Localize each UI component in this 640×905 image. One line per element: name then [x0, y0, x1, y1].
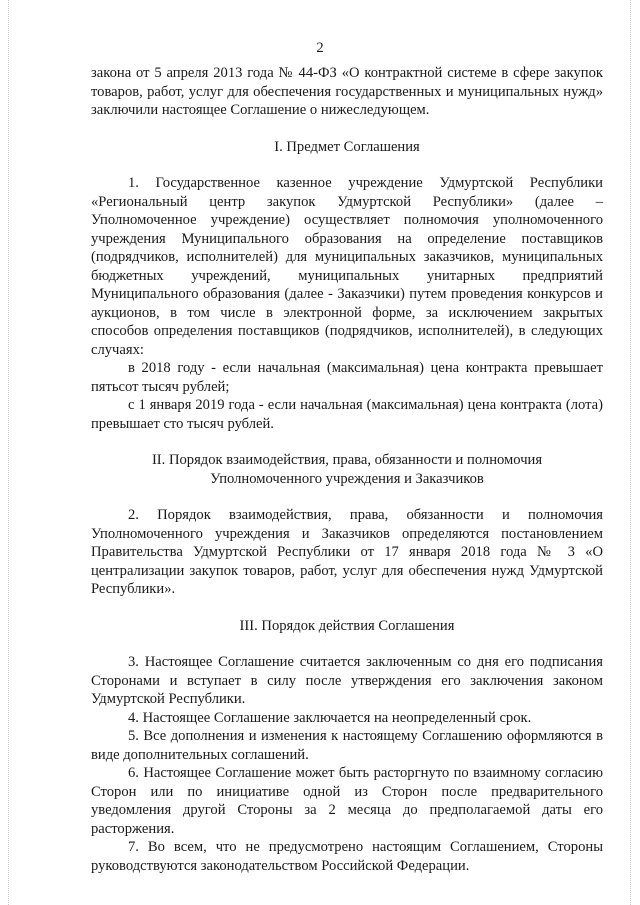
- section-3-title: III. Порядок действия Соглашения: [239, 617, 455, 634]
- section-2-title-line-1: II. Порядок взаимодействия, права, обязанности и полномочия: [151, 452, 543, 468]
- document-body: [91, 64, 603, 875]
- clause-5: 5. Все дополнения и изменения к настоящему Соглашению оформляются в виде дополнительных соглашений.: [91, 728, 603, 763]
- clause-1-case-2019: с 1 января 2019 года - если начальная (максимальная) цена контракта (лота) превышает сто тысяч рублей.: [91, 397, 603, 432]
- clause-6: 6. Настоящее Соглашение может быть расторгнуто по взаимному согласию Сторон или по инициативе одной из Сторон после предварительного уведомления другой Стороны за 2 месяца до предполагаемой даты его расторжения.: [91, 765, 603, 837]
- scan-edge-right: [630, 0, 632, 905]
- section-2-title-line-2: Уполномоченного учреждения и Заказчиков: [210, 470, 484, 487]
- clause-1-case-2018: в 2018 году - если начальная (максимальная) цена контракта превышает пятьсот тысяч рублей;: [91, 360, 603, 395]
- section-1-title: I. Предмет Соглашения: [274, 138, 420, 155]
- page-number: 2: [316, 40, 324, 56]
- clause-1: 1. Государственное казенное учреждение Удмуртской Республики «Региональный центр закупок Удмуртской Республики» (далее – Уполномоченное учреждение) осуществляет полномочия уполномоченного учреждения Муниципального образования на определение поставщиков (подрядчиков, исполнителей) для муниципальных заказчиков, муниципальных бюджетных учреждений, муниципальных унитарных предприятий Муниципального образования (далее - Заказчики) путем проведения конкурсов и аукционов, в том числе в электронной форме, за исключением закрытых способов определения поставщиков (подрядчиков, исполнителей), в следующих случаях:: [91, 175, 603, 358]
- clause-2: 2. Порядок взаимодействия, права, обязанности и полномочия Уполномоченного учреждения и Заказчиков определяются постановлением Правительства Удмуртской Республики от 17 января 2018 года № 3 «О централизации закупок товаров, работ, услуг для обеспечения нужд Удмуртской Республики».: [91, 507, 603, 597]
- clause-3: 3. Настоящее Соглашение считается заключенным со дня его подписания Сторонами и вступает в силу после утверждения его заключения законом Удмуртской Республики.: [91, 654, 603, 707]
- intro-paragraph: закона от 5 апреля 2013 года № 44-ФЗ «О контрактной системе в сфере закупок товаров, работ, услуг для обеспечения государственных и муниципальных нужд» заключили настоящее Соглашение о нижеследующем.: [91, 65, 603, 118]
- clause-7: 7. Во всем, что не предусмотрено настоящим Соглашением, Стороны руководствуются законодательством Российской Федерации.: [91, 839, 603, 874]
- scan-edge-left: [8, 0, 10, 905]
- clause-4: 4. Настоящее Соглашение заключается на неопределенный срок.: [128, 709, 532, 726]
